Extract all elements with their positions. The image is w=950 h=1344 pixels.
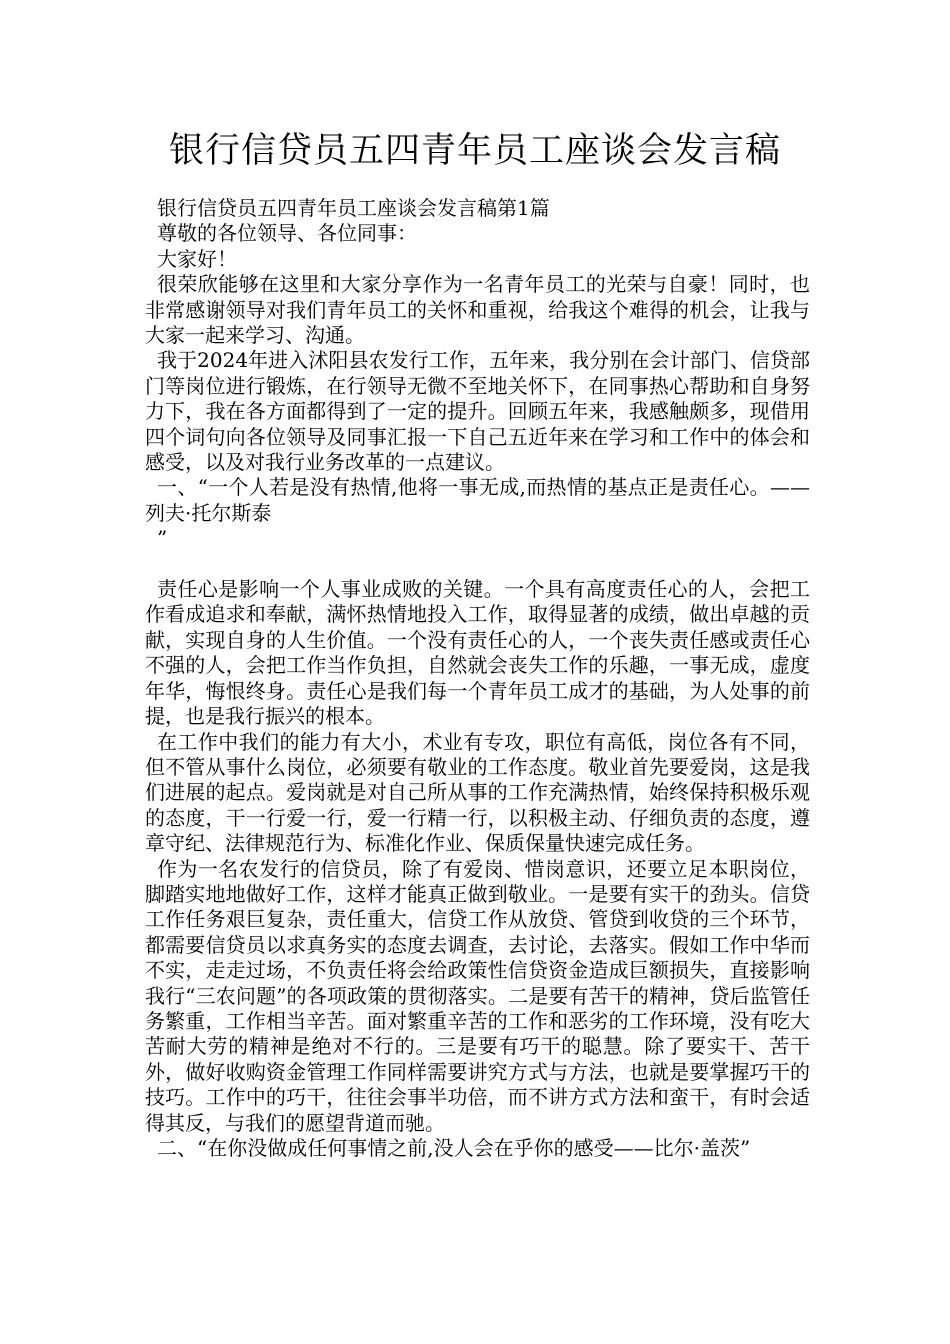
quote-closing-mark: ” — [157, 526, 168, 551]
salutation: 尊敬的各位领导、各位同事： — [157, 221, 417, 246]
greeting: 大家好！ — [157, 246, 237, 271]
section-heading-2: 二、“在你没做成任何事情之前,没人会在乎你的感受——比尔·盖茨” — [157, 1136, 751, 1161]
blank-line — [145, 552, 810, 577]
paragraph: 我于2024年进入沭阳县农发行工作，五年来，我分别在会计部门、信贷部门等岗位进行锻炼，在行领导无微不至地关怀下，在同事热心帮助和自身努力下，我在各方面都得到了一定的提升。回顾五年来，我感触颇多，现借用四个词句向各位领导及同事汇报一下自己五近年来在学习和工作中的体会和感受，以及对我行业务改革的一点建议。 — [145, 348, 810, 475]
document-subtitle: 银行信贷员五四青年员工座谈会发言稿第1篇 — [157, 196, 550, 220]
paragraph: 很荣欣能够在这里和大家分享作为一名青年员工的光荣与自豪！同时，也非常感谢领导对我们青年员工的关怀和重视，给我这个难得的机会，让我与大家一起来学习、沟通。 — [145, 272, 810, 348]
paragraph: 作为一名农发行的信贷员，除了有爱岗、惜岗意识，还要立足本职岗位，脚踏实地地做好工作，这样才能真正做到敬业。一是要有实干的劲头。信贷工作任务艰巨复杂，责任重大，信贷工作从放贷、管贷到收贷的三个环节，都需要信贷员以求真务实的态度去调查，去讨论，去落实。假如工作中华而不实，走走过场，不负责任将会给政策性信贷资金造成巨额损失，直接影响我行“三农问题”的各项政策的贯彻落实。二是要有苦干的精神，贷后监管任务繁重，工作相当辛苦。面对繁重辛苦的工作和恶劣的工作环境，没有吃大苦耐大劳的精神是绝对不行的。三是要有巧干的聪慧。除了要实干、苦干外，做好收购资金管理工作同样需要讲究方式与方法，也就是要掌握巧干的技巧。工作中的巧干，往往会事半功倍，而不讲方式方法和蛮干，有时会适得其反，与我们的愿望背道而驰。 — [145, 856, 810, 1135]
paragraph: 责任心是影响一个人事业成败的关键。一个具有高度责任心的人，会把工作看成追求和奉献，满怀热情地投入工作，取得显著的成绩，做出卓越的贡献，实现自身的人生价值。一个没有责任心的人，一个丧失责任感或责任心不强的人，会把工作当作负担，自然就会丧失工作的乐趣，一事无成，虚度年华，悔恨终身。责任心是我们每一个青年员工成才的基础，为人处事的前提，也是我行振兴的根本。 — [145, 577, 810, 729]
paragraph: 在工作中我们的能力有大小，术业有专攻，职位有高低，岗位各有不同，但不管从事什么岗位，必须要有敬业的工作态度。敬业首先要爱岗，这是我们进展的起点。爱岗就是对自己所从事的工作充满热情，始终保持积极乐观的态度，干一行爱一行，爱一行精一行，以积极主动、仔细负责的态度，遵章守纪、法律规范行为、标准化作业、保质保量快速完成任务。 — [145, 729, 810, 856]
section-heading-1: 一、“一个人若是没有热情,他将一事无成,而热情的基点正是责任心。——列夫·托尔斯泰 — [145, 475, 810, 525]
document-title: 银行信贷员五四青年员工座谈会发言稿 — [168, 131, 781, 171]
document-body — [145, 196, 810, 1161]
